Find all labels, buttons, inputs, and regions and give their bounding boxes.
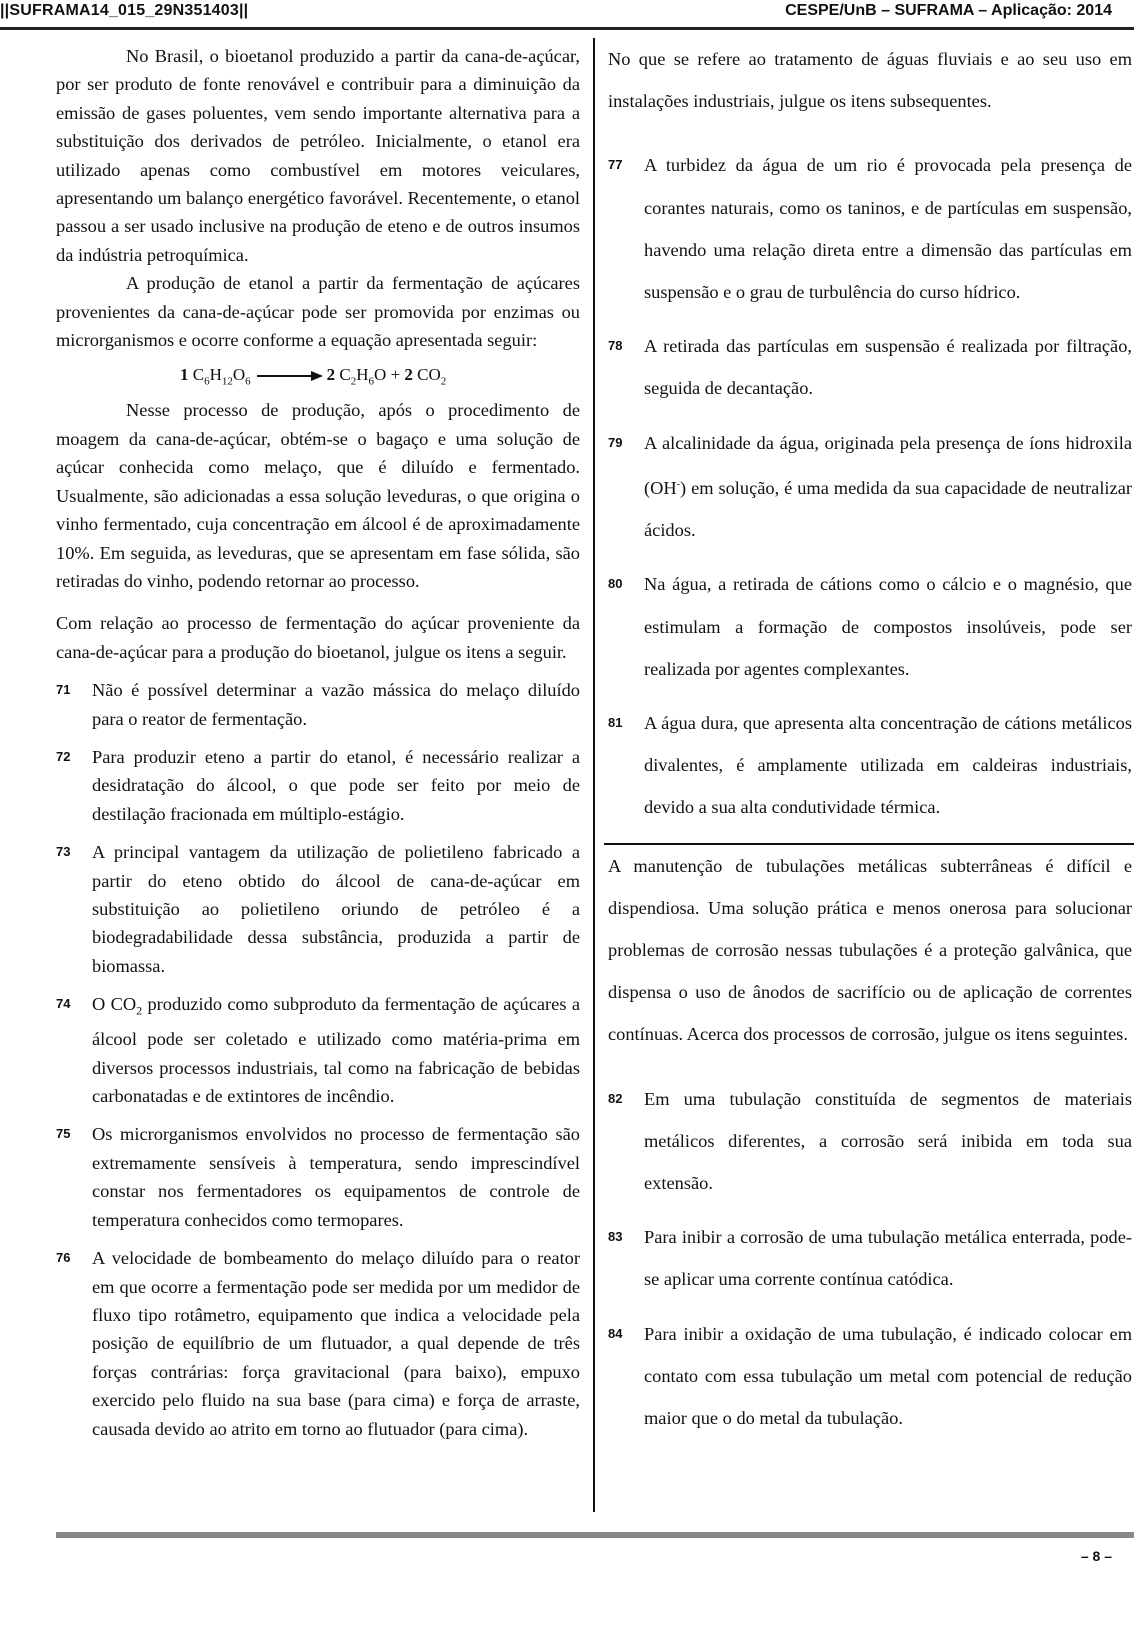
eq-sub: 2	[440, 375, 447, 388]
eq-sub: 6	[368, 375, 375, 388]
question-item	[608, 1216, 1132, 1300]
eq-sub: 12	[221, 375, 233, 388]
item-text-pre: A alcalinidade da água, originada pela presença de íons hidroxila (OH	[644, 432, 1132, 498]
item-text: Em uma tubulação constituída de segmentos de materiais metálicos diferentes, a corrosão será inibida em toda sua extensão.	[644, 1088, 1132, 1193]
eq-part: CO	[417, 365, 441, 385]
eq-part: H	[209, 365, 222, 385]
right-column	[608, 42, 1132, 1439]
question-stem-2: A manutenção de tubulações metálicas subterrâneas é difícil e dispendiosa. Uma solução prática e menos onerosa para solucionar problemas de corrosão nessas tubulações é a proteção galvânica, que dispensa o uso de ânodos de sacrifício ou de aplicação de correntes contínuas. Acerca dos processos de corrosão, julgue os itens seguintes.	[608, 855, 1132, 1045]
item-text: A retirada das partículas em suspensão é realizada por filtração, seguida de decantação.	[644, 336, 1132, 399]
text-paragraph-3: Nesse processo de produção, após o procedimento de moagem da cana-de-açúcar, obtém-se o bagaço e uma solução de açúcar conhecida como melaço, que é diluído e fermentado. Usualmente, são adicionadas a essa solução leveduras, o que origina o vinho fermentado, cuja concentração em álcool é de aproximadamente 10%. Em seguida, as leveduras, que se apresentam em fase sólida, são retiradas do vinho, podendo retornar ao processo.	[56, 400, 580, 591]
text-paragraph-2: A produção de etanol a partir da fermentação de açúcares provenientes da cana-de-açúcar pode ser promovida por enzimas ou microrganismos e ocorre conforme a equação apresentada seguir:	[56, 273, 580, 351]
question-item	[608, 422, 1132, 552]
item-number: 76	[56, 1250, 71, 1266]
question-item	[56, 1120, 580, 1234]
exam-title: CESPE/UnB – SUFRAMA – Aplicação: 2014	[785, 2, 1112, 19]
question-item	[56, 743, 580, 828]
item-text: A água dura, que apresenta alta concentração de cátions metálicos divalentes, é amplamente utilizada em caldeiras industriais, devido a sua alta condutividade térmica.	[644, 712, 1132, 818]
eq-part: H	[356, 365, 369, 385]
document-code: ||SUFRAMA14_015_29N351403||	[0, 2, 249, 19]
item-number: 73	[56, 844, 71, 860]
item-text: Os microrganismos envolvidos no processo de fermentação são extremamente sensíveis à temperatura, sendo imprescindível constar nos fermentadores os equipamentos de controle de temperatura conhecidos como termopares.	[92, 1124, 580, 1230]
question-item	[56, 990, 580, 1110]
item-text-pre: O CO	[92, 994, 137, 1015]
question-item	[608, 702, 1132, 829]
question-item	[608, 144, 1132, 313]
question-item	[608, 325, 1132, 409]
item-number: 71	[56, 682, 71, 698]
item-text: ) em solução, é uma medida da sua capacidade de neutralizar ácidos.	[644, 477, 1132, 541]
item-text: produzido como subproduto da fermentação de açúcares a álcool pode ser coletado e utilizado como matéria-prima em diversos processos industriais, tal como na fabricação de bebidas carbonatadas e de extintores de incêndio.	[92, 994, 580, 1107]
eq-plus: +	[390, 365, 401, 385]
item-number: 75	[56, 1126, 71, 1142]
footer-bar	[56, 1532, 1134, 1538]
eq-part: O	[232, 365, 246, 385]
coef-1: 1	[180, 365, 189, 385]
eq-sub: 2	[350, 375, 357, 388]
eq-part: O	[374, 365, 387, 385]
page-number: – 8 –	[1080, 1548, 1112, 1564]
eq-part: C	[192, 365, 205, 385]
eq-sub: 6	[204, 375, 210, 388]
item-text: A principal vantagem da utilização de polietileno fabricado a partir do eteno obtido do álcool de cana-de-açúcar em substituição ao polietileno oriundo de petróleo é a biodegradabilidade dessa substância, produzida a partir de biomassa.	[92, 842, 580, 976]
question-stem-1: No que se refere ao tratamento de águas fluviais e ao seu uso em instalações industriais, julgue os itens subsequentes.	[608, 49, 1132, 112]
item-number: 79	[608, 434, 623, 450]
page-header	[0, 0, 1134, 30]
chemical-equation	[180, 360, 580, 390]
item-subscript: 2	[136, 1003, 143, 1018]
question-item	[608, 1313, 1132, 1440]
item-number: 81	[608, 714, 623, 730]
question-item	[56, 838, 580, 980]
text-paragraph-1: No Brasil, o bioetanol produzido a partir da cana-de-açúcar, por ser produto de fonte renovável e contribuir para a diminuição da emissão de gases poluentes, vem sendo importante alternativa para a substituição dos derivados de petróleo. Inicialmente, o etanol era utilizado apenas como combustível em motores veiculares, apresentando um balanço energético favorável. Recentemente, o etanol passou a ser usado inclusive na produção de eteno e de outros insumos da indústria petroquímica.	[56, 46, 580, 265]
question-item	[608, 1078, 1132, 1205]
item-text: A turbidez da água de um rio é provocada pela presença de corantes naturais, como os taninos, e de partículas em suspensão, havendo uma relação direta entre a dimensão das partículas em suspensão e o grau de turbulência do curso hídrico.	[644, 155, 1132, 303]
coef-2: 2	[326, 365, 336, 385]
item-number: 78	[608, 338, 623, 354]
eq-sub: 6	[245, 375, 251, 388]
question-item	[56, 676, 580, 733]
item-text: Para produzir eteno a partir do etanol, é necessário realizar a desidratação do álcool, o que pode ser feito por meio de destilação fracionada em múltiplo-estágio.	[92, 746, 580, 824]
coef-3: 2	[404, 365, 413, 385]
item-number: 84	[608, 1325, 623, 1341]
item-number: 77	[608, 157, 623, 173]
item-superscript: -	[676, 478, 681, 490]
question-item	[608, 563, 1132, 690]
item-text: A velocidade de bombeamento do melaço diluído para o reator em que ocorre a fermentação pode ser medida por um medidor de fluxo tipo rotâmetro, equipamento que indica a velocidade pela posição de equilíbrio de um flutuador, a qual depende de três forças contrárias: força gravitacional (para baixo), empuxo exercido pelo fluido na sua base (para cima) e força de arraste, causada devido ao atrito em torno ao flutuador (para cima).	[92, 1248, 580, 1439]
item-text: Não é possível determinar a vazão mássica do melaço diluído para o reator de fermentação.	[92, 680, 580, 729]
item-number: 74	[56, 996, 71, 1012]
item-number: 80	[608, 576, 623, 592]
question-item	[56, 1244, 580, 1443]
column-divider	[593, 38, 595, 1512]
item-number: 83	[608, 1229, 623, 1245]
item-text: Para inibir a corrosão de uma tubulação metálica enterrada, pode-se aplicar uma corrente contínua catódica.	[644, 1227, 1132, 1290]
item-text: Para inibir a oxidação de uma tubulação, é indicado colocar em contato com essa tubulação um metal com potencial de redução maior que o do metal da tubulação.	[644, 1323, 1132, 1429]
item-text: Na água, a retirada de cátions como o cálcio e o magnésio, que estimulam a formação de compostos insolúveis, pode ser realizada por agentes complexantes.	[644, 574, 1132, 679]
eq-part: C	[339, 365, 351, 385]
item-number: 82	[608, 1090, 623, 1106]
left-column	[56, 42, 580, 1443]
item-number: 72	[56, 748, 71, 764]
question-stem: Com relação ao processo de fermentação do açúcar proveniente da cana-de-açúcar para a produção do bioetanol, julgue os itens a seguir.	[56, 613, 580, 662]
reaction-arrow-icon	[257, 375, 321, 377]
